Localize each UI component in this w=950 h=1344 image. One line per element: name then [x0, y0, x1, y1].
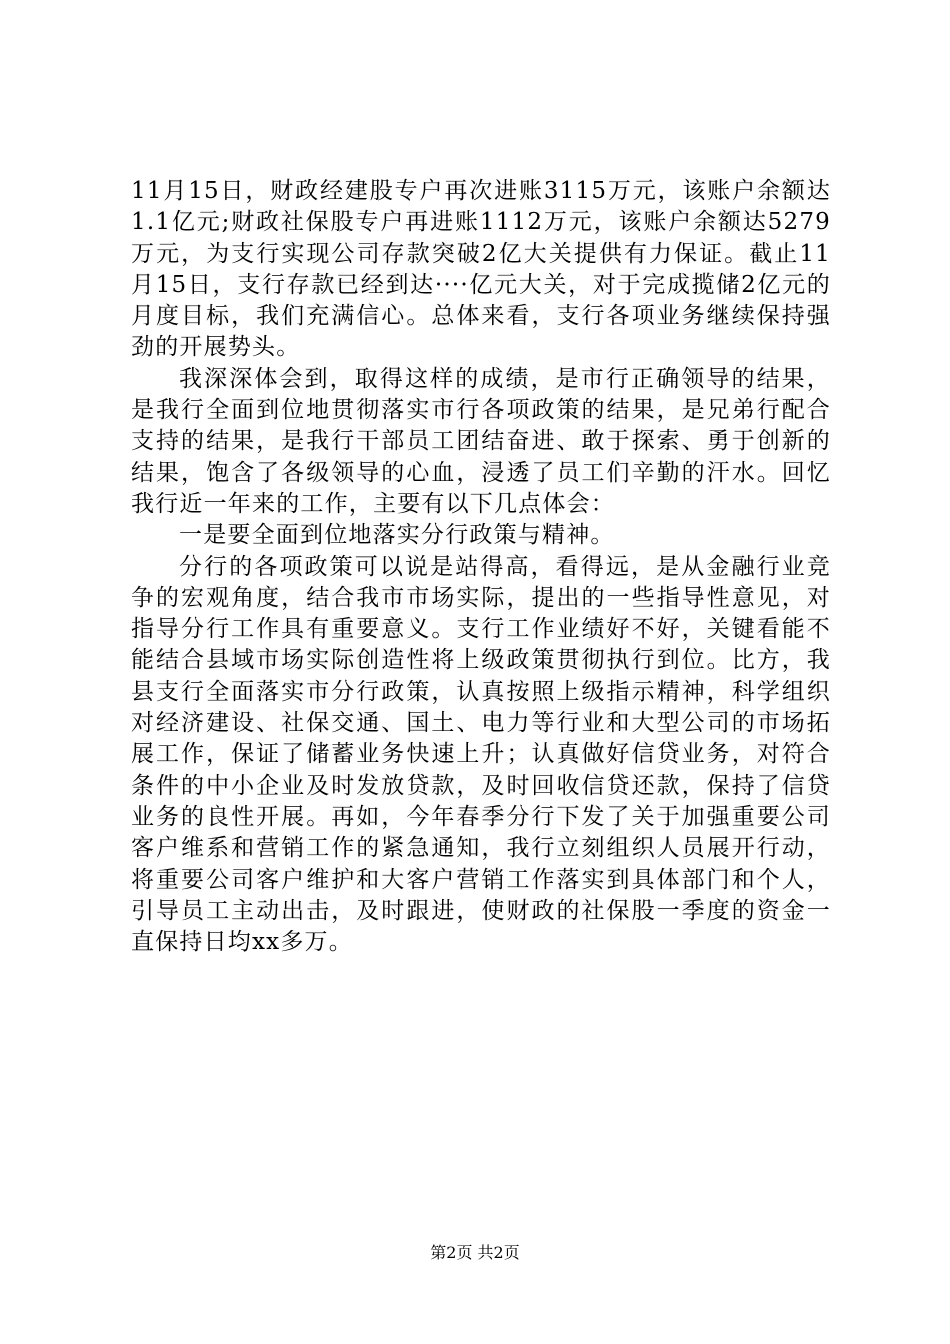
paragraph-4: 分行的各项政策可以说是站得高，看得远，是从金融行业竞争的宏观角度，结合我市市场实际，提出的一些指导性意见，对指导分行工作具有重要意义。支行工作业绩好不好，关键看能不能结合县域市场实际创造性将上级政策贯彻执行到位。比方，我县支行全面落实市分行政策，认真按照上级指示精神，科学组织对经济建设、社保交通、国土、电力等行业和大型公司的市场拓展工作，保证了储蓄业务快速上升；认真做好信贷业务，对符合条件的中小企业及时发放贷款，及时回收信贷还款，保持了信贷业务的良性开展。再如，今年春季分行下发了关于加强重要公司客户维系和营销工作的紧急通知，我行立刻组织人员展开行动，将重要公司客户维护和大客户营销工作落实到具体部门和个人，引导员工主动出击，及时跟进，使财政的社保股一季度的资金一直保持日均xx多万。	[131, 553, 831, 956]
paragraph-2: 我深深体会到，取得这样的成绩，是市行正确领导的结果，是我行全面到位地贯彻落实市行各项政策的结果，是兄弟行配合支持的结果，是我行干部员工团结奋进、敢于探索、勇于创新的结果，饱含了各级领导的心血，浸透了员工们辛勤的汗水。回忆我行近一年来的工作，主要有以下几点体会：	[131, 365, 831, 517]
document-body	[131, 176, 831, 958]
page-footer: 第2页 共2页	[430, 1243, 520, 1262]
paragraph-3: 一是要全面到位地落实分行政策与精神。	[179, 522, 615, 549]
paragraph-1: 11月15日，财政经建股专户再次进账3115万元，该账户余额达1.1亿元;财政社保股专户再进账1112万元，该账户余额达5279万元，为支行实现公司存款突破2亿大关提供有力保证。截止11月15日，支行存款已经到达····亿元大关，对于完成揽储2亿元的月度目标，我们充满信心。总体来看，支行各项业务继续保持强劲的开展势头。	[131, 178, 831, 361]
